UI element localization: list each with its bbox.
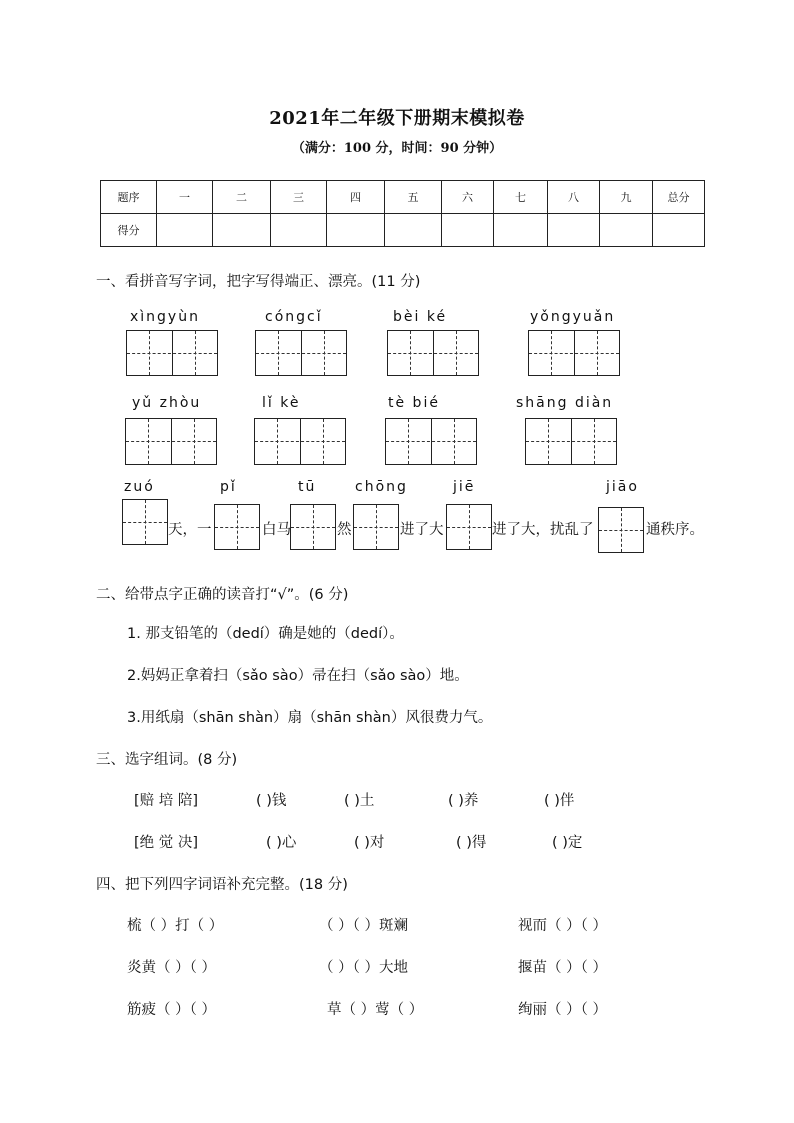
writing-box[interactable] — [122, 499, 168, 545]
section4-heading: 四、把下列四字词语补充完整。(18 分) — [96, 877, 348, 893]
score-cell: 一 — [157, 181, 213, 214]
char-choice-group: [绝 觉 决] — [134, 835, 199, 851]
score-input-cell[interactable] — [157, 214, 213, 247]
idiom-blank[interactable]: （ ）（ ）斑斓 — [319, 918, 408, 934]
writing-grid[interactable] — [528, 330, 620, 376]
score-input-cell[interactable] — [213, 214, 271, 247]
writing-grid[interactable] — [255, 330, 347, 376]
score-cell: 总分 — [653, 181, 705, 214]
question-item: 2.妈妈正拿着扫（sǎo sào）帚在扫（sǎo sào）地。 — [127, 668, 469, 684]
score-input-cell[interactable] — [494, 214, 548, 247]
idiom-blank[interactable]: 筋疲（ ）（ ） — [127, 1002, 216, 1018]
writing-grid[interactable] — [126, 330, 218, 376]
writing-box[interactable] — [598, 507, 644, 553]
fill-blank[interactable]: ( )得 — [456, 835, 487, 851]
pinyin-label: xìngyùn — [130, 309, 200, 325]
writing-grid[interactable] — [125, 418, 217, 465]
pinyin-label: tè bié — [388, 395, 440, 411]
score-input-cell[interactable] — [600, 214, 653, 247]
pinyin-label: bèi ké — [393, 309, 448, 325]
score-cell: 九 — [600, 181, 653, 214]
sentence-fragment: 通秩序。 — [646, 522, 704, 538]
score-cell: 六 — [442, 181, 494, 214]
char-choice-group: [赔 培 陪] — [134, 793, 199, 809]
question-item: 3.用纸扇（shān shàn）扇（shān shàn）风很费力气。 — [127, 710, 493, 726]
pinyin-label: yǒngyuǎn — [530, 309, 616, 325]
idiom-blank[interactable]: 梳（ ）打（ ） — [127, 918, 224, 934]
pinyin-label: jiāo — [606, 479, 639, 495]
sentence-fragment: 然 — [337, 522, 352, 538]
score-input-cell[interactable] — [548, 214, 600, 247]
score-value-row — [101, 214, 705, 247]
sentence-fragment: 天，一 — [168, 522, 212, 538]
page-subtitle: （满分：100 分，时间：90 分钟） — [291, 141, 503, 156]
fill-blank[interactable]: ( )定 — [552, 835, 583, 851]
score-cell: 五 — [385, 181, 442, 214]
section3-heading: 三、选字组词。(8 分) — [96, 752, 238, 768]
writing-box[interactable] — [353, 504, 399, 550]
score-cell: 七 — [494, 181, 548, 214]
score-cell: 四 — [327, 181, 385, 214]
score-cell: 八 — [548, 181, 600, 214]
score-header-row — [101, 181, 705, 214]
fill-blank[interactable]: ( )养 — [448, 793, 479, 809]
score-input-cell[interactable] — [271, 214, 327, 247]
pinyin-label: pǐ — [220, 479, 237, 495]
writing-box[interactable] — [214, 504, 260, 550]
fill-blank[interactable]: ( )钱 — [256, 793, 287, 809]
fill-blank[interactable]: ( )对 — [354, 835, 385, 851]
fill-blank[interactable]: ( )土 — [344, 793, 375, 809]
idiom-blank[interactable]: （ ）（ ）大地 — [319, 960, 408, 976]
score-input-cell[interactable] — [327, 214, 385, 247]
sentence-fragment: 进了大，扰乱了 — [492, 522, 594, 538]
score-cell: 三 — [271, 181, 327, 214]
score-cell: 二 — [213, 181, 271, 214]
pinyin-label: chōng — [355, 479, 408, 495]
section1-heading: 一、看拼音写字词，把字写得端正、漂亮。(11 分) — [96, 274, 421, 290]
pinyin-label: lǐ kè — [262, 395, 301, 411]
pinyin-label: zuó — [124, 479, 155, 495]
pinyin-label: shāng diàn — [516, 395, 614, 411]
sentence-fragment: 进了大 — [400, 522, 444, 538]
idiom-blank[interactable]: 炎黄（ ）（ ） — [127, 960, 216, 976]
fill-blank[interactable]: ( )心 — [266, 835, 297, 851]
pinyin-label: cóngcǐ — [265, 309, 323, 325]
writing-box[interactable] — [290, 504, 336, 550]
writing-grid[interactable] — [525, 418, 617, 465]
idiom-blank[interactable]: 草（ ）莺（ ） — [327, 1002, 424, 1018]
pinyin-label: jiē — [453, 479, 476, 495]
writing-grid[interactable] — [385, 418, 477, 465]
sentence-fragment: 白马 — [262, 522, 291, 538]
idiom-blank[interactable]: 视而（ ）（ ） — [518, 918, 607, 934]
pinyin-label: tū — [298, 479, 317, 495]
score-row-label: 得分 — [101, 214, 157, 247]
pinyin-label: yǔ zhòu — [132, 395, 202, 411]
idiom-blank[interactable]: 揠苗（ ）（ ） — [518, 960, 607, 976]
score-input-cell[interactable] — [653, 214, 705, 247]
score-table — [100, 180, 705, 247]
score-input-cell[interactable] — [385, 214, 442, 247]
question-item: 1. 那支铅笔的（dedí）确是她的（dedí）。 — [127, 626, 404, 642]
idiom-blank[interactable]: 绚丽（ ）（ ） — [518, 1002, 607, 1018]
section2-heading: 二、给带点字正确的读音打“√”。(6 分) — [96, 587, 349, 603]
score-input-cell[interactable] — [442, 214, 494, 247]
writing-grid[interactable] — [387, 330, 479, 376]
page-title: 2021年二年级下册期末模拟卷 — [269, 108, 525, 129]
writing-grid[interactable] — [254, 418, 346, 465]
score-cell: 题序 — [101, 181, 157, 214]
writing-box[interactable] — [446, 504, 492, 550]
fill-blank[interactable]: ( )伴 — [544, 793, 575, 809]
